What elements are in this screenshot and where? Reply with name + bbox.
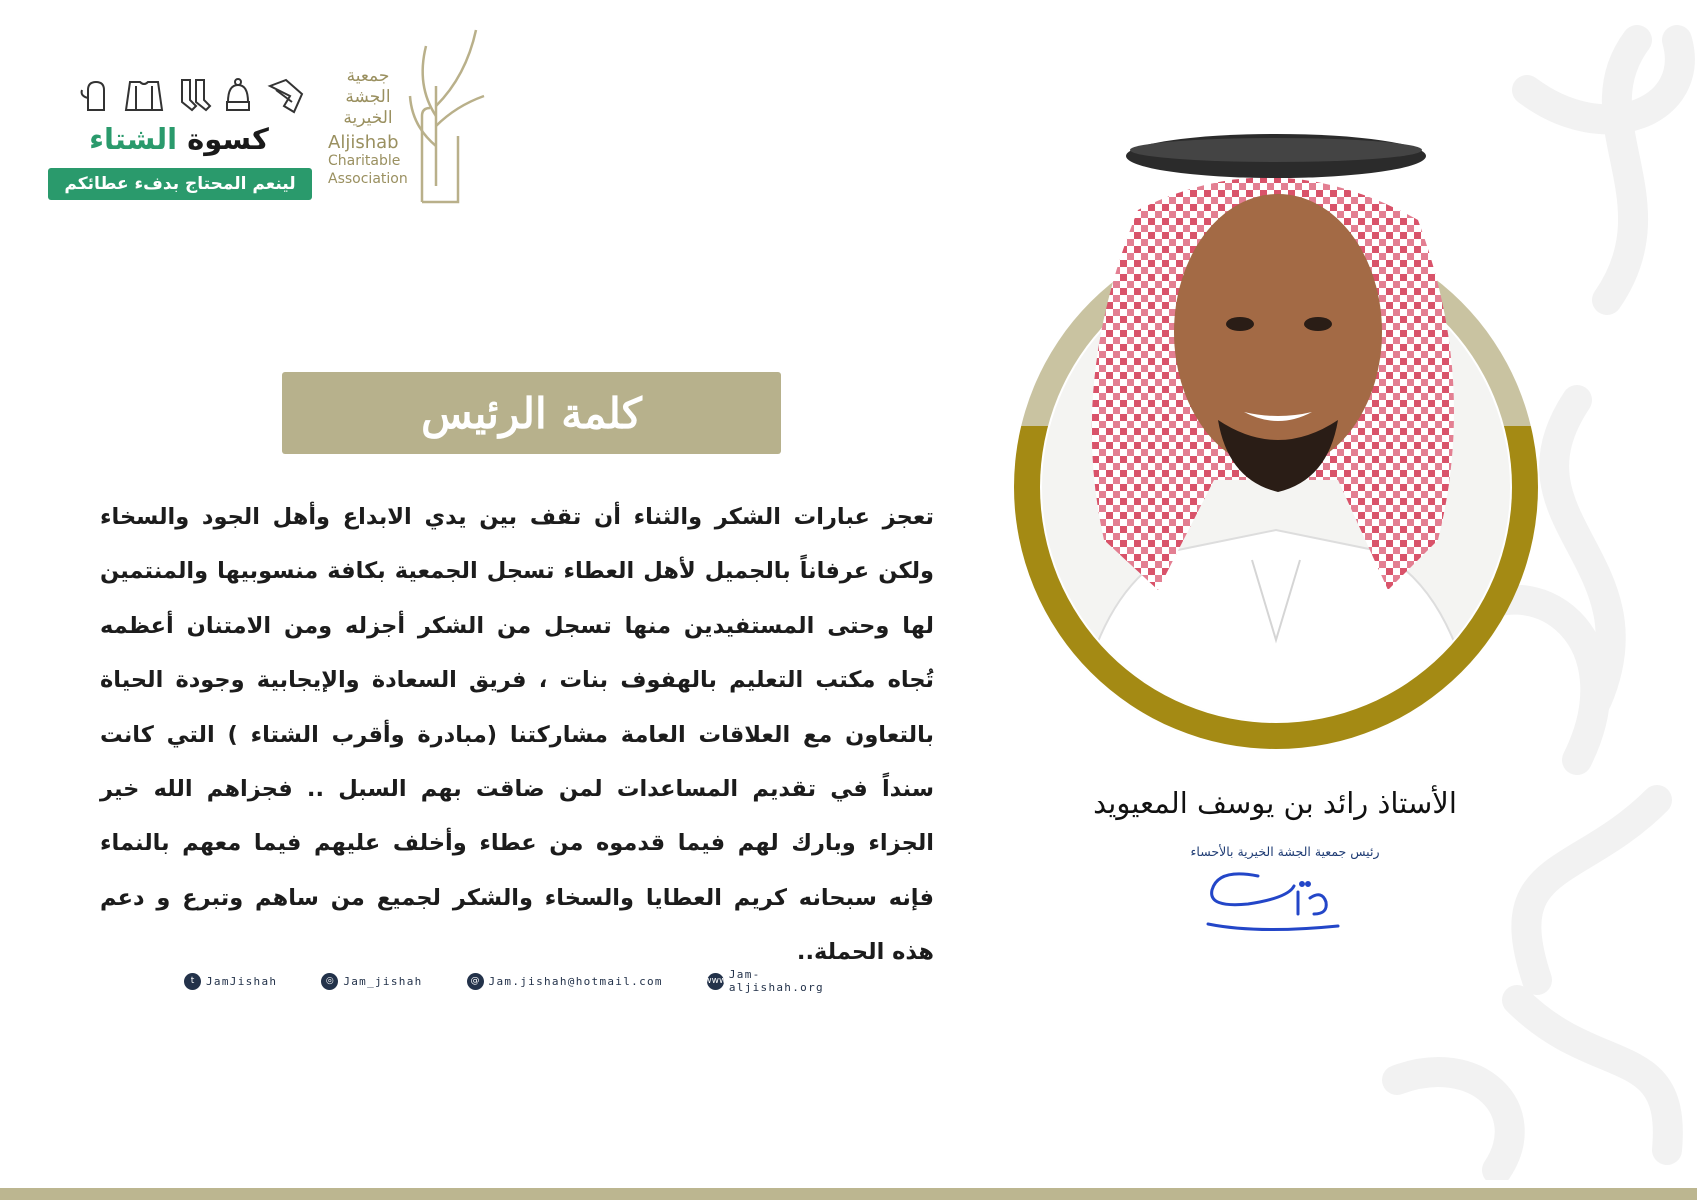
contact-email-label: Jam.jishah@hotmail.com [488,974,663,988]
chairman-portrait [1008,120,1548,770]
contact-website[interactable] [704,968,840,994]
contact-email[interactable] [467,973,663,990]
twitter-icon: t [184,973,201,990]
contact-instagram[interactable] [321,973,422,990]
web-icon: www [707,973,724,990]
association-name-line3: Association [328,171,408,187]
instagram-icon: ◎ [321,973,338,990]
contact-website-label: Jam-aljishah.org [728,968,824,994]
chairman-speech-text: تعجز عبارات الشكر والثناء أن تقف بين يدي الابداع وأهل الجود والسخاء ولكن عرفاناً بالجميل لأهل العطاء تسجل الجمعية بكافة منسوبيها والمنتمين لها وحتى المستفيدين منها تسجل من الشكر أجزله ومن الامتنان أعظمه تُجاه مكتب التعليم بالهفوف بنات ، فريق السعادة والإيجابية وجودة الحياة بالتعاون مع العلاقات العامة مشاركتنا (مبادرة وأقرب الشتاء ) التي كانت سنداً في تقديم المساعدات لمن ضاقت بهم السبل .. فجزاهم الله خير الجزاء وبارك لهم فيما قدموه من عطاء وأخلف عليهم فيما معهم بالنماء فإنه سبحانه كريم العطايا والسخاء والشكر لجميع من ساهم وتبرع و دعم هذه الحملة.. [100,504,934,966]
bottom-border-bar [0,1188,1697,1200]
chairman-name: الأستاذ رائد بن يوسف المعيويد [1093,786,1457,820]
contact-twitter-label: JamJishah [206,974,278,988]
contact-instagram-label: Jam_jishah [343,974,423,988]
campaign-title [48,122,310,156]
section-title: كلمة الرئيس [421,388,642,438]
association-name-line1: Aljishab [328,132,399,153]
chairman-role: رئيس جمعية الجشة الخيرية بالأحساء [1190,844,1380,859]
association-name-line2: Charitable [328,153,401,169]
signature-text: رائد [1316,918,1318,919]
beanie-icon [227,79,249,110]
association-logo [326,26,496,206]
winter-clothing-campaign [48,76,312,202]
email-icon: @ [467,973,484,990]
campaign-title-main: كسوة [187,122,269,156]
scarf-icon [270,80,302,112]
contact-row [184,970,884,992]
campaign-title-accent: الشتاء [89,122,178,156]
sweater-icon [126,82,162,110]
association-name-arabic: جمعية الجشة الخيرية [343,66,393,128]
contact-twitter[interactable] [184,973,277,990]
campaign-tagline: لينعم المحتاج بدفء عطائكم [48,168,312,200]
mitten-icon [82,82,104,110]
campaign-icons [76,76,316,116]
socks-icon [182,80,210,110]
section-title-plate [282,372,781,454]
chairman-signature [1198,868,1344,938]
